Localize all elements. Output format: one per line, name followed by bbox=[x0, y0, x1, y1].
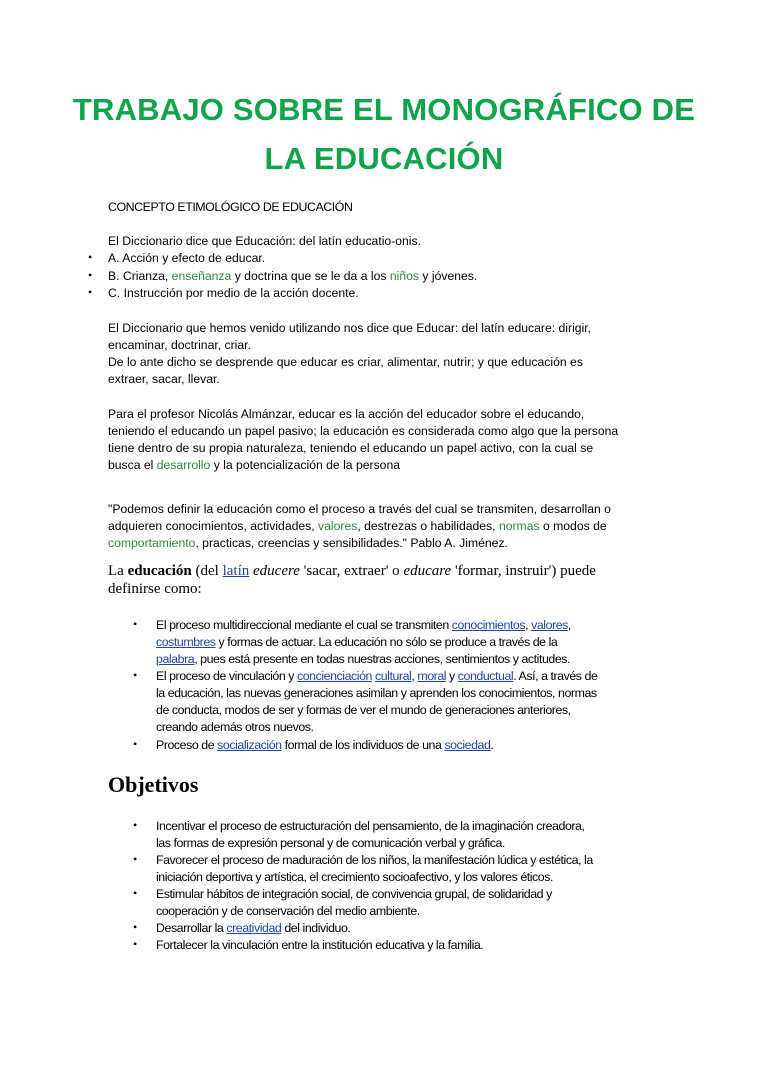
bullet-icon: • bbox=[133, 668, 138, 682]
link-costumbres[interactable]: costumbres bbox=[156, 635, 216, 649]
link-creatividad[interactable]: creatividad bbox=[226, 921, 282, 935]
page-title-line2: LA EDUCACIÓN bbox=[264, 141, 504, 176]
list-item-socializacion: Proceso de socialización formal de los individuos de una sociedad. bbox=[156, 738, 494, 752]
list-item-proceso-multidireccional: El proceso multidireccional mediante el cual se transmiten conocimientos, valores, costumbres y formas de actuar. La educación no sólo se produce a través de la palabra, pues está presente en todas nuestras acciones, sentimientos y actitudes. bbox=[156, 618, 571, 666]
quote-jimenez: "Podemos definir la educación como el proceso a través del cual se transmiten, desarrollan o adquieren conocimientos, actividades, valores, destrezas o habilidades, normas o modos de comportamiento, practicas, creencias y sensibilidades." Pablo A. Jiménez. bbox=[108, 502, 611, 550]
link-desarrollo[interactable]: desarrollo bbox=[156, 458, 211, 472]
link-ninos[interactable]: niños bbox=[389, 269, 419, 283]
bullet-icon: • bbox=[133, 886, 138, 900]
dictionary-item-c: C. Instrucción por medio de la acción docente. bbox=[108, 286, 359, 300]
link-conocimientos[interactable]: conocimientos bbox=[451, 618, 526, 632]
link-valores-2[interactable]: valores bbox=[531, 618, 568, 632]
dictionary-intro: El Diccionario dice que Educación: del latín educatio-onis. bbox=[108, 234, 421, 248]
link-sociedad[interactable]: sociedad bbox=[444, 738, 491, 752]
bullet-icon: • bbox=[133, 852, 138, 866]
bullet-icon: • bbox=[133, 920, 138, 934]
link-moral[interactable]: moral bbox=[417, 669, 447, 683]
definition-paragraph: La educación (del latín educere 'sacar, extraer' o educare 'formar, instruir') puede definirse como: bbox=[108, 563, 596, 597]
link-socializacion[interactable]: socialización bbox=[217, 738, 282, 752]
bullet-icon: • bbox=[88, 285, 93, 299]
link-cultural[interactable]: cultural bbox=[374, 669, 412, 683]
list-item-objetivo-2: Favorecer el proceso de maduración de los niños, la manifestación lúdica y estética, la iniciación deportiva y artística, el crecimiento socioafectivo, y los valores éticos. bbox=[156, 853, 593, 884]
link-valores[interactable]: valores bbox=[318, 519, 358, 533]
bullet-icon: • bbox=[88, 268, 93, 282]
link-palabra[interactable]: palabra bbox=[156, 652, 195, 666]
list-item-vinculacion: El proceso de vinculación y concienciación cultural, moral y conductual. Así, a través de la educación, las nuevas generaciones asimilan y aprenden los conocimientos, normas de conducta, modos de ser y formas de ver el mundo de generaciones anteriores, creando además otros nuevos. bbox=[156, 669, 598, 734]
paragraph-educar: El Diccionario que hemos venido utilizando nos dice que Educar: del latín educare: dirigir, encaminar, doctrinar, criar. De lo ante dicho se desprende que educar es criar, alimentar, nutrir; y que educación es extraer, sacar, llevar. bbox=[108, 321, 592, 386]
link-comportamiento[interactable]: comportamiento bbox=[108, 536, 196, 550]
bullet-icon: • bbox=[133, 737, 138, 751]
section-heading-objetivos: Objetivos bbox=[108, 772, 199, 797]
link-concienciacion[interactable]: concienciación bbox=[297, 669, 372, 683]
link-latin[interactable]: latín bbox=[222, 563, 250, 579]
section-heading-concepto: CONCEPTO ETIMOLÓGICO DE EDUCACIÓN bbox=[108, 200, 353, 214]
list-item-objetivo-4: Desarrollar la creatividad del individuo. bbox=[156, 921, 351, 935]
list-item-objetivo-1: Incentivar el proceso de estructuración del pensamiento, de la imaginación creadora, las formas de expresión personal y de comunicación verbal y gráfica. bbox=[156, 819, 585, 850]
bullet-icon: • bbox=[133, 937, 138, 951]
link-normas[interactable]: normas bbox=[498, 519, 540, 533]
dictionary-item-a: A. Acción y efecto de educar. bbox=[108, 251, 266, 265]
bullet-icon: • bbox=[88, 250, 93, 264]
paragraph-almanzar: Para el profesor Nicolás Almánzar, educar es la acción del educador sobre el educando, teniendo el educando un papel pasivo; la educación es considerada como algo que la persona tiene dentro de su propia naturaleza, teniendo el educando un papel activo, con la cual se busca el desarrollo y la potencialización de la persona bbox=[108, 407, 619, 472]
bullet-icon: • bbox=[133, 818, 138, 832]
dictionary-item-b: B. Crianza, enseñanza y doctrina que se le da a los niños y jóvenes. bbox=[108, 269, 478, 283]
page-title-line1: TRABAJO SOBRE EL MONOGRÁFICO DE bbox=[72, 92, 696, 127]
link-conductual[interactable]: conductual bbox=[457, 669, 514, 683]
bullet-icon: • bbox=[133, 617, 138, 631]
list-item-objetivo-3: Estimular hábitos de integración social, de convivencia grupal, de solidaridad y cooperación y de conservación del medio ambiente. bbox=[156, 887, 552, 918]
list-item-objetivo-5: Fortalecer la vinculación entre la institución educativa y la familia. bbox=[156, 938, 484, 952]
link-ensenanza[interactable]: enseñanza bbox=[171, 269, 232, 283]
